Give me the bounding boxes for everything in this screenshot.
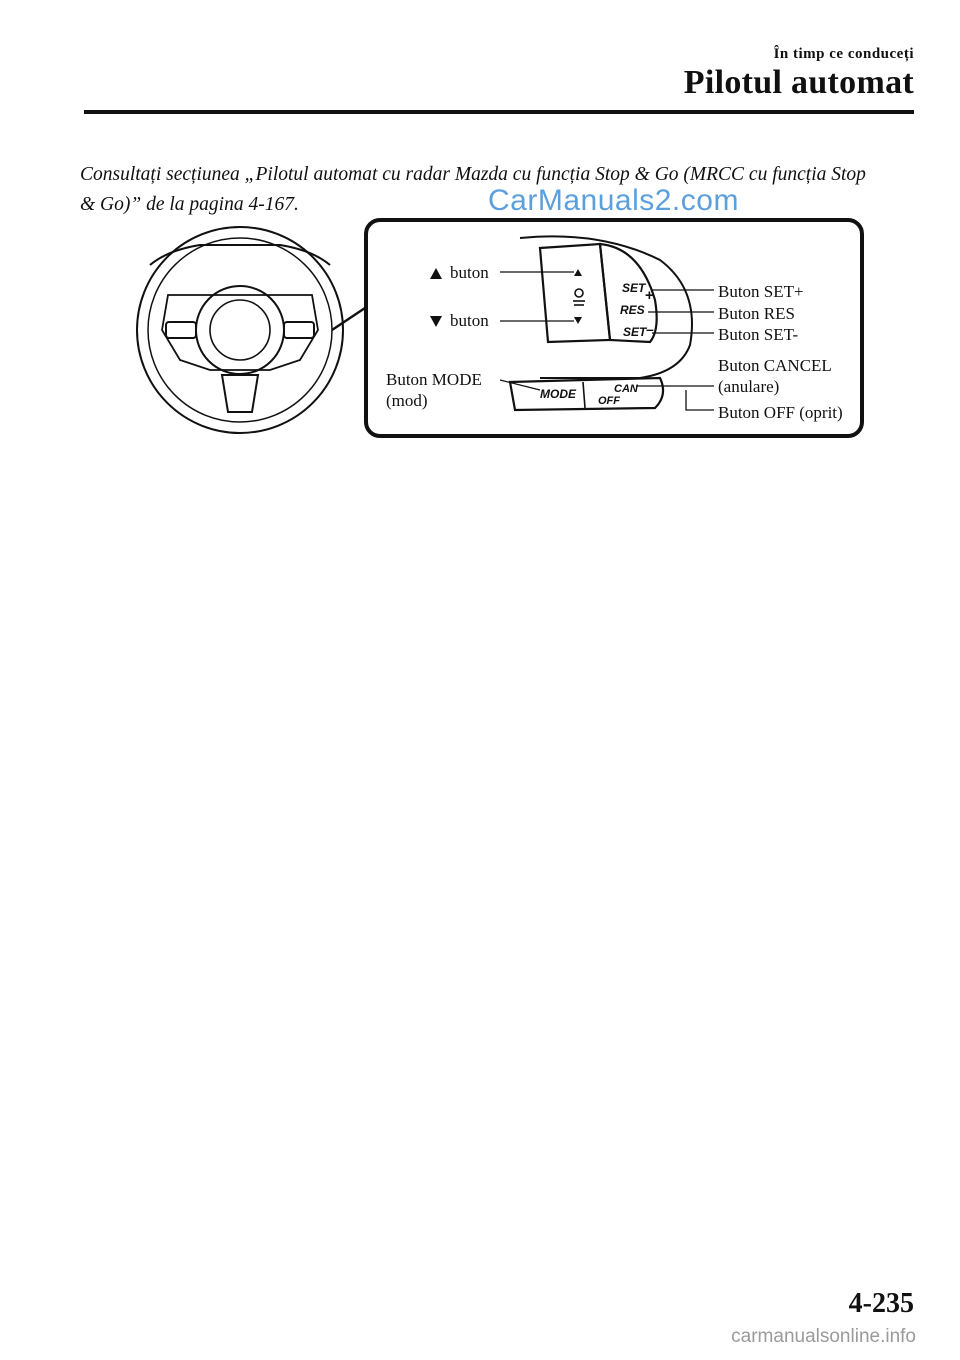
switch-off-text: OFF bbox=[598, 395, 620, 407]
footer-watermark: carmanualsonline.info bbox=[731, 1326, 916, 1347]
label-set-plus: Buton SET+ bbox=[718, 282, 804, 301]
page-number: 4-235 bbox=[848, 1288, 914, 1319]
label-cancel-line2: (anulare) bbox=[718, 377, 780, 396]
switch-can-text: CAN bbox=[614, 383, 638, 395]
label-set-minus: Buton SET- bbox=[718, 325, 799, 344]
label-mode-line2: (mod) bbox=[386, 391, 428, 410]
switch-set-bottom-text: SET bbox=[623, 325, 647, 339]
watermark-logo: CarManuals2.com bbox=[488, 184, 739, 217]
section-name: În timp ce conduceți bbox=[773, 46, 914, 62]
label-up-button: buton bbox=[450, 263, 489, 282]
switch-res-text: RES bbox=[620, 303, 645, 317]
label-mode-line1: Buton MODE bbox=[386, 370, 482, 389]
switch-minus-text: – bbox=[646, 321, 654, 337]
switch-mode-text: MODE bbox=[540, 387, 576, 401]
figure-illustration bbox=[0, 0, 960, 460]
label-cancel-line1: Buton CANCEL bbox=[718, 356, 832, 375]
switch-set-top-text: SET bbox=[622, 281, 646, 295]
steering-switch-figure bbox=[0, 0, 960, 460]
steering-wheel-drawing bbox=[137, 227, 343, 433]
switch-plus-text: + bbox=[645, 287, 654, 304]
label-off: Buton OFF (oprit) bbox=[718, 403, 843, 422]
intro-paragraph: Consultați secțiunea „Pilotul automat cu radar Mazda cu funcția Stop & Go (MRCC cu funcția Stop & Go)” de la pagina 4-167. bbox=[80, 164, 866, 215]
page-title: Pilotul automat bbox=[683, 64, 914, 101]
label-down-button: buton bbox=[450, 311, 489, 330]
label-res: Buton RES bbox=[718, 304, 795, 323]
